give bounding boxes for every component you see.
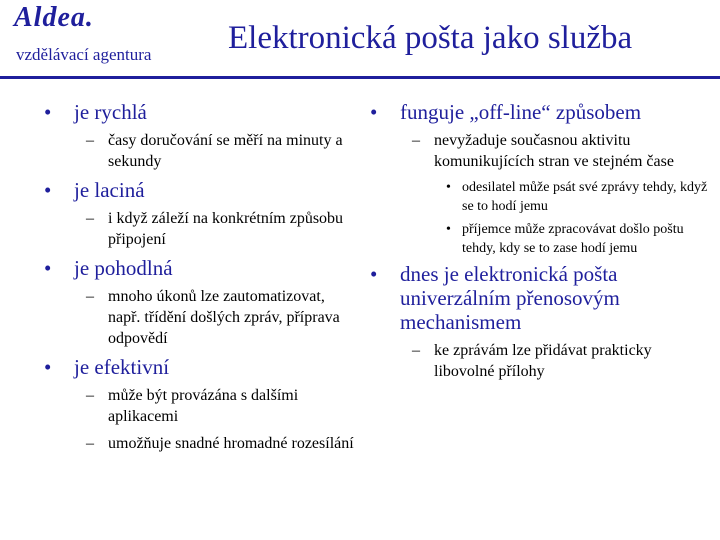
small-bullet-icon: • bbox=[446, 222, 451, 237]
bullet-dot-icon: • bbox=[44, 178, 52, 202]
bullet-item: • je pohodlná bbox=[44, 256, 173, 280]
title-divider bbox=[0, 76, 720, 79]
bullet-dot-icon: • bbox=[370, 262, 378, 286]
sub-item: – i když záleží na konkrétním způsobu připojení bbox=[86, 210, 344, 248]
dash-icon: – bbox=[412, 342, 420, 359]
subsub-item: • odesilatel může psát své zprávy tehdy, když se to hodí jemu bbox=[446, 180, 708, 214]
dash-icon: – bbox=[86, 435, 94, 452]
bullet-dot-icon: • bbox=[44, 256, 52, 280]
sub-item: – umožňuje snadné hromadné rozesílání bbox=[86, 435, 354, 452]
subsub-item: • příjemce může zpracovávat došlo poštu tehdy, kdy se to zase hodí jemu bbox=[446, 222, 684, 256]
dash-icon: – bbox=[86, 288, 94, 305]
dash-icon: – bbox=[86, 210, 94, 227]
agency-subtitle: vzdělávací agentura bbox=[16, 45, 152, 64]
bullet-item: • dnes je elektronická pošta univerzálním přenosovým mechanismem bbox=[370, 262, 620, 334]
bullet-item: • je laciná bbox=[44, 178, 145, 202]
sub-item: – ke zprávám lze přidávat prakticky libovolné přílohy bbox=[412, 342, 652, 380]
sub-item: – nevyžaduje současnou aktivitu komunikujících stran ve stejném čase bbox=[412, 132, 674, 170]
logo: Aldea. bbox=[14, 2, 94, 33]
sub-item: – může být provázána s dalšími aplikacemi bbox=[86, 387, 299, 425]
sub-item: – mnoho úkonů lze zautomatizovat, např. třídění došlých zpráv, příprava odpovědí bbox=[86, 288, 340, 347]
bullet-dot-icon: • bbox=[370, 100, 378, 124]
bullet-item: • funguje „off-line“ způsobem bbox=[370, 100, 642, 124]
right-column bbox=[370, 96, 710, 388]
bullet-item: • je rychlá bbox=[44, 100, 147, 124]
dash-icon: – bbox=[86, 387, 94, 404]
sub-item: – časy doručování se měří na minuty a sekundy bbox=[86, 132, 343, 170]
small-bullet-icon: • bbox=[446, 180, 451, 195]
slide-title: Elektronická pošta jako služba bbox=[228, 20, 633, 56]
dash-icon: – bbox=[412, 132, 420, 149]
left-column bbox=[44, 96, 354, 460]
dash-icon: – bbox=[86, 132, 94, 149]
bullet-dot-icon: • bbox=[44, 355, 52, 379]
bullet-dot-icon: • bbox=[44, 100, 52, 124]
bullet-item: • je efektivní bbox=[44, 355, 170, 379]
